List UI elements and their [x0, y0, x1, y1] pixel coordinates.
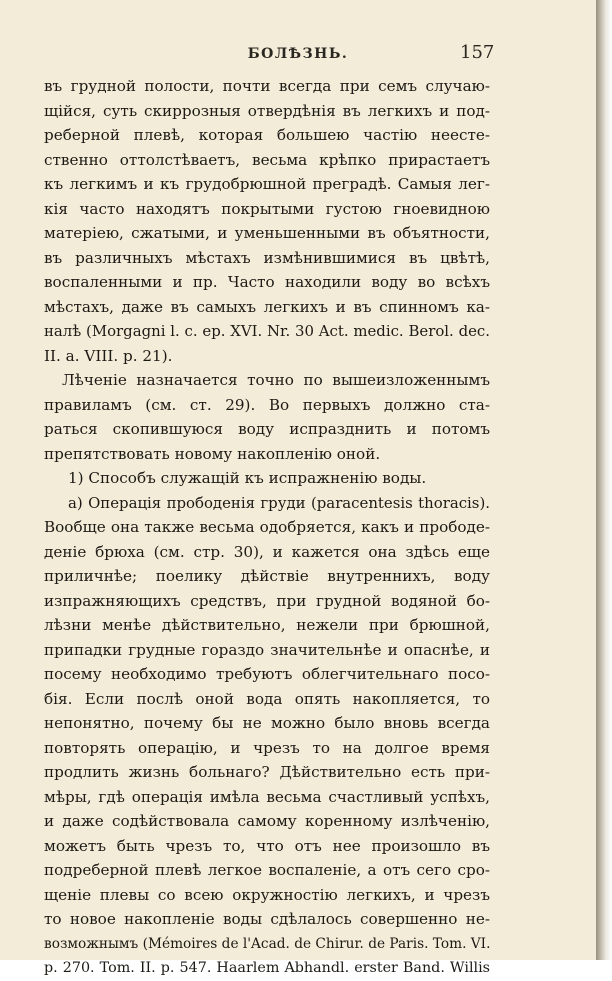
text-line: и даже содѣйствовала самому коренному излѣченію, [44, 812, 490, 830]
page-number: 157 [460, 42, 495, 63]
text-line: можетъ быть чрезъ то, что отъ нее произошло въ [44, 836, 490, 855]
text-line: щеніе плевы со всею окружностію легкихъ, и чрезъ [44, 885, 490, 904]
text-line: припадки грудные гораздо значительнѣе и опаснѣе, и [44, 640, 490, 659]
text-line: возможнымъ (Mémoires de l'Acad. de Chirur. de Paris. Tom. VI. [44, 935, 491, 952]
text-line: щійся, суть скиррозныя отвердѣнія въ легкихъ и под- [44, 101, 490, 120]
text-line: раться скопившуюся воду испразднить и потомъ [44, 420, 490, 438]
text-line: II. a. VIII. p. 21). [44, 346, 173, 365]
text-line: въ грудной полости, почти всегда при семъ случаю- [44, 77, 490, 95]
text-line: деніе брюха (см. стр. 30), и кажется она здѣсь еще [44, 542, 490, 561]
text-line: кія часто находятъ покрытыми густою гноевидною [44, 199, 490, 218]
text-line: мѣстахъ, даже въ самыхъ легкихъ и въ спинномъ ка- [44, 297, 490, 316]
text-line: Лѣченіе назначается точно по вышеизложеннымъ [62, 371, 490, 389]
text-line: изпражняющихъ средствъ, при грудной водяной бо- [44, 591, 490, 610]
text-line: реберной плевѣ, которая большею частію неесте- [44, 126, 490, 144]
text-line: налѣ (Morgagni l. c. ep. XVI. Nr. 30 Act. medic. Berol. dec. [44, 322, 490, 340]
text-line: воспаленными и пр. Часто находили воду во всѣхъ [44, 273, 490, 291]
running-title: БОЛѢЗНЬ. [247, 46, 349, 62]
text-line: препятствовать новому накопленію оной. [44, 444, 381, 463]
section-heading: 1) Способъ служащій къ испражненію воды. [68, 469, 427, 487]
text-line: правиламъ (см. ст. 29). Во первыхъ должно ста- [44, 395, 490, 414]
text-line: ственно оттолстѣваетъ, весьма крѣпко прирастаетъ [44, 150, 490, 169]
text-line: повторять операцію, и чрезъ то на долгое время [44, 738, 490, 757]
text-line: Вообще она также весьма одобряется, какъ и прободе- [44, 518, 490, 536]
page-edge [596, 0, 612, 960]
text-line: къ легкимъ и къ грудобрюшной преградѣ. Самыя лег- [44, 175, 490, 193]
text-line: подреберной плевѣ легкое воспаленіе, а отъ сего сро- [44, 861, 490, 879]
text-line: бія. Если послѣ оной вода опять накопляется, то [44, 689, 490, 708]
text-line: p. 270. Tom. II. p. 547. Haarlem Abhandl. erster Band. Willis [44, 960, 490, 976]
subsection-heading: a) Операція прободенія груди (paracentesis thoracis). [68, 493, 490, 512]
text-line: мѣры, гдѣ операція имѣла весьма счастливый успѣхъ, [44, 787, 490, 806]
text-line: приличнѣе; поелику дѣйствіе внутреннихъ, воду [44, 567, 490, 585]
text-line: посему необходимо требуютъ облегчительнаго посо- [44, 665, 490, 683]
text-line: лѣзни менѣе дѣйствительно, нежели при брюшной, [44, 616, 490, 634]
body-text [44, 74, 490, 981]
text-line: матеріею, сжатыми, и уменьшенными въ объятности, [44, 224, 490, 242]
text-line: продлить жизнь больнаго? Дѣйствительно есть при- [44, 763, 490, 781]
text-line: непонятно, почему бы не можно было вновь всегда [44, 714, 490, 732]
text-line: въ различныхъ мѣстахъ измѣнившимися въ цвѣтѣ, [44, 248, 490, 267]
text-line: то новое накопленіе воды сдѣлалось совершенно не- [44, 910, 490, 928]
